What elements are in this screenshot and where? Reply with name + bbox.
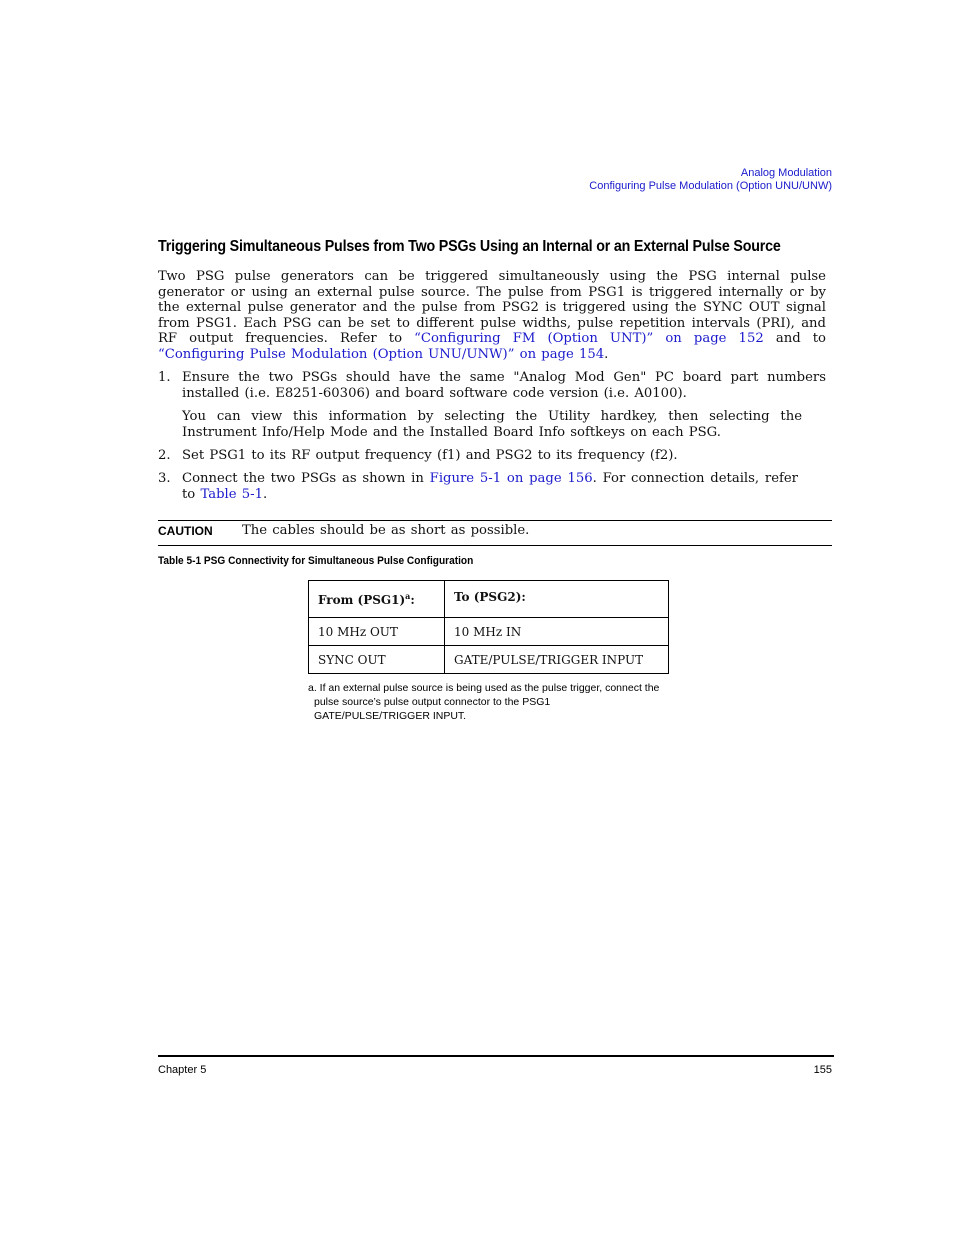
- footer-page-number: 155: [813, 1064, 832, 1076]
- caution-top-rule: [158, 520, 832, 521]
- table-header-row: [309, 581, 669, 618]
- table-footnote: [308, 681, 678, 723]
- caution-text: The cables should be as short as possible.: [242, 523, 530, 538]
- link-configuring-fm[interactable]: “Configuring FM (Option UNT)” on page 152: [414, 331, 764, 347]
- step-2-number: 2.: [158, 448, 171, 463]
- footnote-line-1: a. If an external pulse source is being used as the pulse trigger, connect the: [308, 682, 660, 694]
- step-3-text: [182, 471, 798, 502]
- link-figure-5-1[interactable]: Figure 5-1 on page 156: [429, 471, 593, 486]
- running-head-chapter[interactable]: Analog Modulation: [740, 167, 832, 179]
- table-caption: Table 5-1 PSG Connectivity for Simultaneous Pulse Configuration: [158, 555, 474, 567]
- caution-label: CAUTION: [158, 524, 213, 538]
- intro-text: Two PSG pulse generators can be triggered simultaneously using the PSG internal pulse generator or using an external pulse source. The pulse from PSG1 is triggered internally or by the external pulse generator and the pulse from PSG2 is triggered using the SYNC OUT signal from PSG1. Each PSG can be set to different pulse widths, pulse repetition intervals (PRI), and RF output frequencies. Refer to: [158, 269, 826, 347]
- footnote-line-3: GATE/PULSE/TRIGGER INPUT.: [314, 710, 467, 722]
- caution-bottom-rule: [158, 545, 832, 546]
- step-3: [158, 471, 798, 502]
- cell-to: 10 MHz IN: [445, 618, 669, 646]
- table-row: [309, 646, 669, 674]
- step-3-text-a: Connect the two PSGs as shown in: [182, 471, 430, 486]
- intro-end: .: [604, 346, 609, 362]
- header-from-colon: :: [410, 593, 415, 607]
- footnote-marker: a: [405, 591, 411, 601]
- table-row: [309, 618, 669, 646]
- intro-middle: and to: [763, 331, 826, 347]
- section-title: Triggering Simultaneous Pulses from Two PSGs Using an Internal or an External Pulse Source: [158, 238, 781, 255]
- header-to: To (PSG2):: [445, 581, 669, 618]
- step-1-number: 1.: [158, 370, 171, 385]
- link-table-5-1[interactable]: Table 5-1: [200, 486, 263, 502]
- footer-rule: [158, 1055, 834, 1057]
- link-configuring-pulse-modulation[interactable]: “Configuring Pulse Modulation (Option UNU/UNW)” on page 154: [158, 346, 605, 362]
- running-head-section[interactable]: Configuring Pulse Modulation (Option UNU/UNW): [589, 180, 832, 192]
- intro-paragraph: [158, 269, 826, 363]
- step-1-note: You can view this information by selecting the Utility hardkey, then selecting the Instrument Info/Help Mode and the Installed Board Info softkeys on each PSG.: [182, 409, 802, 440]
- connectivity-table: [308, 580, 669, 674]
- cell-to: GATE/PULSE/TRIGGER INPUT: [445, 646, 669, 674]
- step-3-number: 3.: [158, 471, 171, 486]
- cell-from: 10 MHz OUT: [309, 618, 445, 646]
- running-head: [589, 167, 832, 193]
- step-2-text: Set PSG1 to its RF output frequency (f1) and PSG2 to its frequency (f2).: [182, 448, 678, 463]
- step-3-text-c: .: [262, 486, 268, 502]
- step-3-text-b: . For connection details, refer to: [182, 471, 798, 502]
- step-1-text: Ensure the two PSGs should have the same "Analog Mod Gen" PC board part numbers installed (i.e. E8251-60306) and board software code version (i.e. A0100).: [182, 370, 826, 401]
- header-from: [309, 581, 445, 618]
- step-1: [158, 370, 826, 401]
- footer-chapter: Chapter 5: [158, 1064, 207, 1076]
- header-from-label: From (PSG1): [318, 593, 406, 607]
- step-2: [158, 448, 826, 464]
- footnote-line-2: pulse source’s pulse output connector to the PSG1: [314, 696, 551, 708]
- cell-from: SYNC OUT: [309, 646, 445, 674]
